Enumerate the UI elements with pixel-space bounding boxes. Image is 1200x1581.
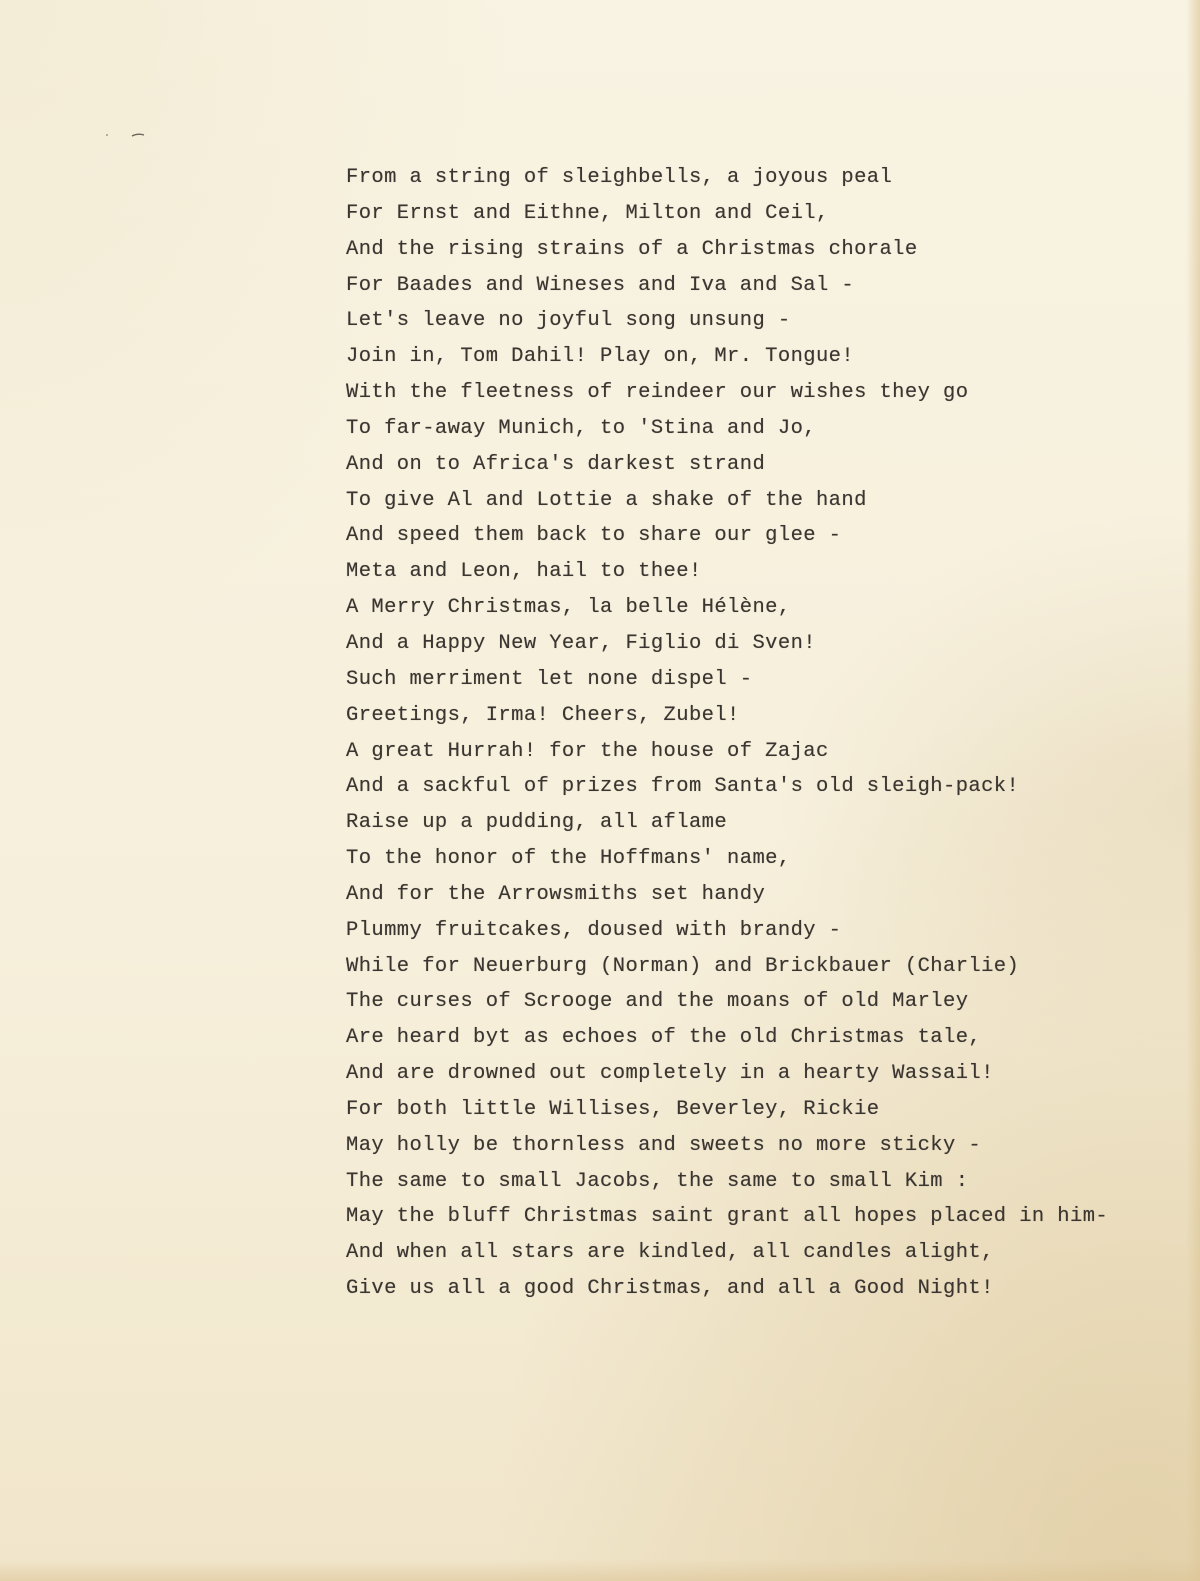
poem-line: With the fleetness of reindeer our wishes they go [346,381,969,405]
poem-line: Such merriment let none dispel - [346,667,753,691]
poem-line: Let's leave no joyful song unsung - [346,309,791,333]
poem-line: And for the Arrowsmiths set handy [346,882,766,906]
ink-speck-mark [104,131,148,139]
poem [346,160,1136,1307]
poem-line: Give us all a good Christmas, and all a Good Night! [346,1277,994,1301]
poem-line: To far-away Munich, to 'Stina and Jo, [346,416,816,440]
poem-line: Join in, Tom Dahil! Play on, Mr. Tongue! [346,345,855,369]
poem-line: Raise up a pudding, all aflame [346,811,728,835]
poem-line: A great Hurrah! for the house of Zajac [346,739,829,763]
paper-edge-shadow-right [1186,0,1200,1581]
poem-line: For both little Willises, Beverley, Rickie [346,1097,880,1121]
poem-line: From a string of sleighbells, a joyous peal [346,166,893,189]
poem-line: And a sackful of prizes from Santa's old sleigh-pack! [346,775,1020,799]
poem-line: Plummy fruitcakes, doused with brandy - [346,918,842,942]
poem-line: Meta and Leon, hail to thee! [346,560,702,584]
poem-line: And are drowned out completely in a hearty Wassail! [346,1062,994,1086]
poem-line: And on to Africa's darkest strand [346,452,766,476]
poem-line: A Merry Christmas, la belle Hélène, [346,596,791,620]
poem-line: And a Happy New Year, Figlio di Sven! [346,631,816,655]
poem-line: And when all stars are kindled, all candles alight, [346,1241,994,1265]
poem-line: The curses of Scrooge and the moans of old Marley [346,990,969,1014]
poem-line: To give Al and Lottie a shake of the hand [346,488,867,512]
poem-line: And speed them back to share our glee - [346,524,842,548]
poem-line: For Baades and Wineses and Iva and Sal - [346,273,855,297]
poem-line: The same to small Jacobs, the same to small Kim : [346,1169,969,1193]
poem-line: May the bluff Christmas saint grant all hopes placed in him- [346,1205,1109,1229]
poem-line: Greetings, Irma! Cheers, Zubel! [346,703,740,727]
poem-line: May holly be thornless and sweets no more sticky - [346,1133,982,1157]
poem-line: While for Neuerburg (Norman) and Brickbauer (Charlie) [346,954,1020,978]
poem-line: For Ernst and Eithne, Milton and Ceil, [346,201,829,225]
paper-edge-shadow-bottom [0,1559,1200,1581]
poem-line: To the honor of the Hoffmans' name, [346,847,791,871]
poem-line: Are heard byt as echoes of the old Christmas tale, [346,1026,982,1050]
poem-line: And the rising strains of a Christmas chorale [346,237,918,261]
